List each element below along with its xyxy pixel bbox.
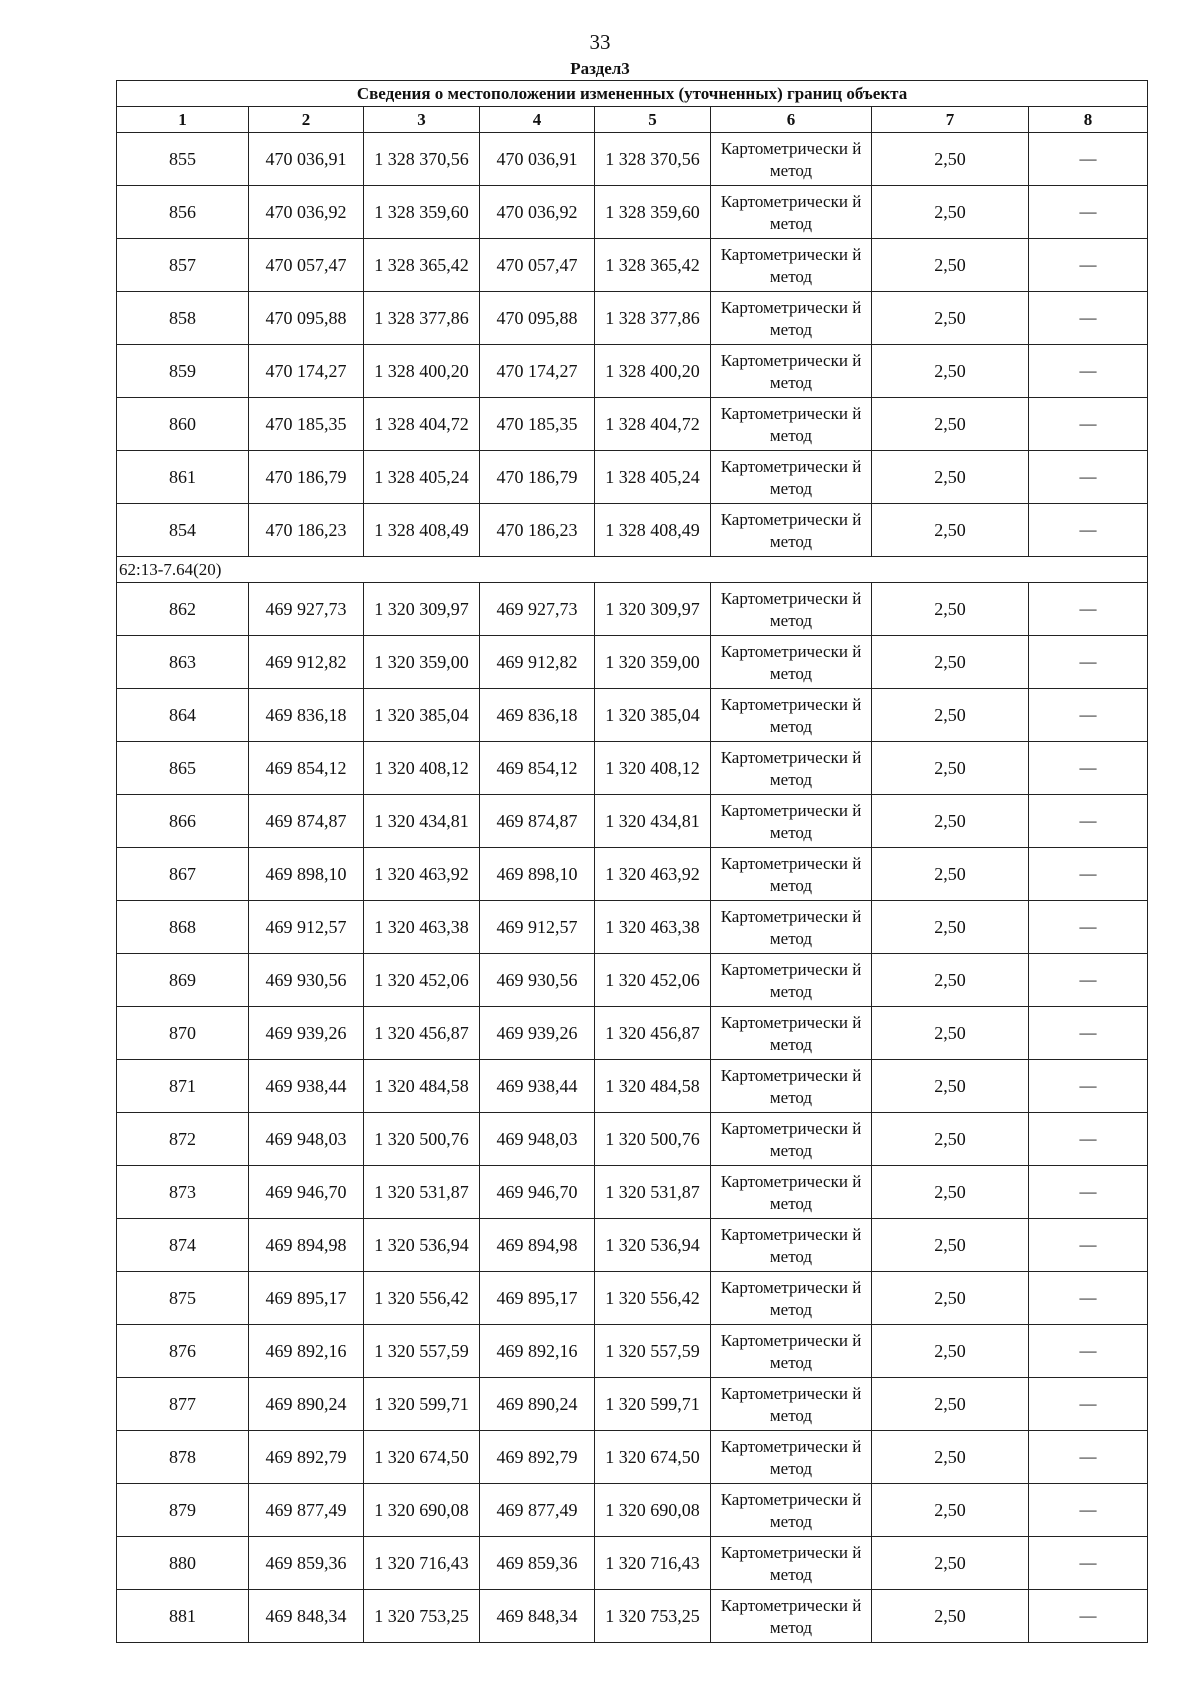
method-cell: Картометрически й метод [711,954,872,1007]
accuracy-cell: 2,50 [872,292,1029,345]
y-old-cell: 1 320 556,42 [364,1272,480,1325]
y-old-cell: 1 320 599,71 [364,1378,480,1431]
accuracy-cell: 2,50 [872,1537,1029,1590]
y-new-cell: 1 328 404,72 [595,398,711,451]
point-number-cell: 871 [117,1060,249,1113]
y-new-cell: 1 320 309,97 [595,583,711,636]
point-number-cell: 870 [117,1007,249,1060]
x-new-cell: 470 174,27 [480,345,595,398]
y-old-cell: 1 320 385,04 [364,689,480,742]
y-new-cell: 1 320 753,25 [595,1590,711,1643]
column-header: 3 [364,107,480,133]
point-number-cell: 863 [117,636,249,689]
column-header: 8 [1029,107,1148,133]
table-row [117,1272,1148,1325]
x-old-cell: 470 057,47 [249,239,364,292]
y-new-cell: 1 320 434,81 [595,795,711,848]
point-number-cell: 873 [117,1166,249,1219]
table-row [117,1219,1148,1272]
accuracy-cell: 2,50 [872,398,1029,451]
y-new-cell: 1 320 500,76 [595,1113,711,1166]
column-header-row [117,107,1148,133]
point-number-cell: 867 [117,848,249,901]
point-number-cell: 878 [117,1431,249,1484]
table-row [117,795,1148,848]
accuracy-cell: 2,50 [872,186,1029,239]
method-cell: Картометрически й метод [711,1537,872,1590]
note-cell: — [1029,345,1148,398]
x-new-cell: 470 057,47 [480,239,595,292]
accuracy-cell: 2,50 [872,1060,1029,1113]
table-row [117,954,1148,1007]
accuracy-cell: 2,50 [872,954,1029,1007]
x-old-cell: 469 836,18 [249,689,364,742]
x-old-cell: 469 912,82 [249,636,364,689]
x-new-cell: 469 939,26 [480,1007,595,1060]
method-cell: Картометрически й метод [711,1007,872,1060]
table-title: Сведения о местоположении измененных (уточненных) границ объекта [117,81,1148,107]
table-row [117,1113,1148,1166]
table-row [117,239,1148,292]
accuracy-cell: 2,50 [872,1484,1029,1537]
point-number-cell: 880 [117,1537,249,1590]
y-new-cell: 1 320 690,08 [595,1484,711,1537]
note-cell: — [1029,504,1148,557]
accuracy-cell: 2,50 [872,1166,1029,1219]
note-cell: — [1029,1484,1148,1537]
point-number-cell: 866 [117,795,249,848]
table-row [117,345,1148,398]
table-title-row [117,81,1148,107]
method-cell: Картометрически й метод [711,345,872,398]
point-number-cell: 864 [117,689,249,742]
y-old-cell: 1 320 674,50 [364,1431,480,1484]
y-old-cell: 1 328 377,86 [364,292,480,345]
y-old-cell: 1 320 456,87 [364,1007,480,1060]
point-number-cell: 869 [117,954,249,1007]
x-old-cell: 470 185,35 [249,398,364,451]
x-new-cell: 469 948,03 [480,1113,595,1166]
x-new-cell: 469 930,56 [480,954,595,1007]
accuracy-cell: 2,50 [872,1378,1029,1431]
point-number-cell: 857 [117,239,249,292]
point-number-cell: 872 [117,1113,249,1166]
y-new-cell: 1 320 556,42 [595,1272,711,1325]
point-number-cell: 858 [117,292,249,345]
y-old-cell: 1 320 500,76 [364,1113,480,1166]
accuracy-cell: 2,50 [872,1431,1029,1484]
y-old-cell: 1 320 716,43 [364,1537,480,1590]
column-header: 2 [249,107,364,133]
boundary-coordinates-table [116,80,1148,1643]
y-new-cell: 1 328 359,60 [595,186,711,239]
column-header: 7 [872,107,1029,133]
note-cell: — [1029,583,1148,636]
method-cell: Картометрически й метод [711,1484,872,1537]
accuracy-cell: 2,50 [872,1113,1029,1166]
x-old-cell: 470 095,88 [249,292,364,345]
point-number-cell: 856 [117,186,249,239]
x-new-cell: 469 938,44 [480,1060,595,1113]
table-row [117,1590,1148,1643]
accuracy-cell: 2,50 [872,795,1029,848]
y-old-cell: 1 328 359,60 [364,186,480,239]
point-number-cell: 859 [117,345,249,398]
accuracy-cell: 2,50 [872,636,1029,689]
point-number-cell: 854 [117,504,249,557]
x-old-cell: 469 895,17 [249,1272,364,1325]
point-number-cell: 861 [117,451,249,504]
note-cell: — [1029,1272,1148,1325]
x-new-cell: 469 854,12 [480,742,595,795]
method-cell: Картометрически й метод [711,504,872,557]
table-row [117,292,1148,345]
accuracy-cell: 2,50 [872,345,1029,398]
y-old-cell: 1 320 434,81 [364,795,480,848]
note-cell: — [1029,689,1148,742]
x-old-cell: 469 859,36 [249,1537,364,1590]
y-new-cell: 1 328 408,49 [595,504,711,557]
method-cell: Картометрически й метод [711,239,872,292]
accuracy-cell: 2,50 [872,1219,1029,1272]
method-cell: Картометрически й метод [711,1113,872,1166]
table-row [117,848,1148,901]
note-cell: — [1029,848,1148,901]
note-cell: — [1029,1431,1148,1484]
accuracy-cell: 2,50 [872,742,1029,795]
accuracy-cell: 2,50 [872,239,1029,292]
x-old-cell: 469 939,26 [249,1007,364,1060]
note-cell: — [1029,795,1148,848]
group-label: 62:13-7.64(20) [117,557,1148,583]
accuracy-cell: 2,50 [872,901,1029,954]
y-old-cell: 1 320 690,08 [364,1484,480,1537]
note-cell: — [1029,1537,1148,1590]
table-row [117,901,1148,954]
method-cell: Картометрически й метод [711,1166,872,1219]
point-number-cell: 877 [117,1378,249,1431]
method-cell: Картометрически й метод [711,1431,872,1484]
y-new-cell: 1 328 405,24 [595,451,711,504]
point-number-cell: 868 [117,901,249,954]
column-header: 1 [117,107,249,133]
y-new-cell: 1 328 377,86 [595,292,711,345]
x-old-cell: 469 848,34 [249,1590,364,1643]
x-old-cell: 469 938,44 [249,1060,364,1113]
x-old-cell: 469 892,79 [249,1431,364,1484]
note-cell: — [1029,292,1148,345]
method-cell: Картометрически й метод [711,1325,872,1378]
point-number-cell: 865 [117,742,249,795]
point-number-cell: 881 [117,1590,249,1643]
method-cell: Картометрически й метод [711,1219,872,1272]
table-row [117,133,1148,186]
x-new-cell: 470 095,88 [480,292,595,345]
table-row [117,583,1148,636]
x-old-cell: 470 186,79 [249,451,364,504]
y-old-cell: 1 328 408,49 [364,504,480,557]
x-old-cell: 469 948,03 [249,1113,364,1166]
method-cell: Картометрически й метод [711,1272,872,1325]
y-old-cell: 1 328 404,72 [364,398,480,451]
y-new-cell: 1 320 674,50 [595,1431,711,1484]
y-old-cell: 1 328 400,20 [364,345,480,398]
x-new-cell: 470 036,92 [480,186,595,239]
y-old-cell: 1 328 405,24 [364,451,480,504]
method-cell: Картометрически й метод [711,133,872,186]
note-cell: — [1029,1590,1148,1643]
method-cell: Картометрически й метод [711,742,872,795]
accuracy-cell: 2,50 [872,689,1029,742]
y-new-cell: 1 320 408,12 [595,742,711,795]
y-old-cell: 1 320 309,97 [364,583,480,636]
accuracy-cell: 2,50 [872,1325,1029,1378]
y-new-cell: 1 328 370,56 [595,133,711,186]
column-header: 4 [480,107,595,133]
x-new-cell: 469 836,18 [480,689,595,742]
y-new-cell: 1 320 463,38 [595,901,711,954]
y-new-cell: 1 320 463,92 [595,848,711,901]
point-number-cell: 875 [117,1272,249,1325]
method-cell: Картометрически й метод [711,1590,872,1643]
table-row [117,451,1148,504]
accuracy-cell: 2,50 [872,1007,1029,1060]
x-old-cell: 469 874,87 [249,795,364,848]
x-new-cell: 470 185,35 [480,398,595,451]
x-new-cell: 469 912,57 [480,901,595,954]
table-row [117,1378,1148,1431]
x-new-cell: 470 186,23 [480,504,595,557]
point-number-cell: 862 [117,583,249,636]
method-cell: Картометрически й метод [711,583,872,636]
accuracy-cell: 2,50 [872,504,1029,557]
method-cell: Картометрически й метод [711,292,872,345]
point-number-cell: 860 [117,398,249,451]
note-cell: — [1029,186,1148,239]
table-row [117,1007,1148,1060]
table-row [117,1060,1148,1113]
note-cell: — [1029,1166,1148,1219]
note-cell: — [1029,1113,1148,1166]
x-new-cell: 469 894,98 [480,1219,595,1272]
x-old-cell: 469 890,24 [249,1378,364,1431]
x-new-cell: 469 927,73 [480,583,595,636]
point-number-cell: 879 [117,1484,249,1537]
x-old-cell: 469 854,12 [249,742,364,795]
note-cell: — [1029,901,1148,954]
y-new-cell: 1 320 557,59 [595,1325,711,1378]
x-new-cell: 470 186,79 [480,451,595,504]
note-cell: — [1029,1060,1148,1113]
x-new-cell: 469 912,82 [480,636,595,689]
table-row [117,186,1148,239]
note-cell: — [1029,636,1148,689]
y-old-cell: 1 320 408,12 [364,742,480,795]
y-old-cell: 1 320 452,06 [364,954,480,1007]
y-new-cell: 1 320 452,06 [595,954,711,1007]
method-cell: Картометрически й метод [711,848,872,901]
y-old-cell: 1 328 365,42 [364,239,480,292]
table-row [117,689,1148,742]
method-cell: Картометрически й метод [711,795,872,848]
method-cell: Картометрически й метод [711,901,872,954]
method-cell: Картометрически й метод [711,1060,872,1113]
y-old-cell: 1 320 463,38 [364,901,480,954]
point-number-cell: 855 [117,133,249,186]
x-new-cell: 469 898,10 [480,848,595,901]
table-row [117,1484,1148,1537]
x-old-cell: 469 946,70 [249,1166,364,1219]
x-old-cell: 469 894,98 [249,1219,364,1272]
x-new-cell: 469 859,36 [480,1537,595,1590]
x-new-cell: 469 874,87 [480,795,595,848]
x-new-cell: 469 877,49 [480,1484,595,1537]
method-cell: Картометрически й метод [711,1378,872,1431]
y-new-cell: 1 320 599,71 [595,1378,711,1431]
note-cell: — [1029,1378,1148,1431]
method-cell: Картометрически й метод [711,451,872,504]
table-row [117,742,1148,795]
column-header: 5 [595,107,711,133]
y-old-cell: 1 320 463,92 [364,848,480,901]
y-old-cell: 1 320 484,58 [364,1060,480,1113]
y-old-cell: 1 328 370,56 [364,133,480,186]
y-old-cell: 1 320 536,94 [364,1219,480,1272]
y-new-cell: 1 320 716,43 [595,1537,711,1590]
x-old-cell: 470 186,23 [249,504,364,557]
table-row [117,1325,1148,1378]
y-old-cell: 1 320 557,59 [364,1325,480,1378]
table-row [117,504,1148,557]
y-old-cell: 1 320 753,25 [364,1590,480,1643]
note-cell: — [1029,1219,1148,1272]
x-old-cell: 470 036,92 [249,186,364,239]
x-new-cell: 470 036,91 [480,133,595,186]
table-row [117,1431,1148,1484]
y-new-cell: 1 320 359,00 [595,636,711,689]
table-row [117,636,1148,689]
y-new-cell: 1 320 456,87 [595,1007,711,1060]
accuracy-cell: 2,50 [872,1590,1029,1643]
note-cell: — [1029,954,1148,1007]
x-old-cell: 469 877,49 [249,1484,364,1537]
note-cell: — [1029,398,1148,451]
x-old-cell: 469 930,56 [249,954,364,1007]
y-new-cell: 1 320 385,04 [595,689,711,742]
table-row [117,398,1148,451]
column-header: 6 [711,107,872,133]
y-new-cell: 1 328 400,20 [595,345,711,398]
accuracy-cell: 2,50 [872,451,1029,504]
accuracy-cell: 2,50 [872,1272,1029,1325]
x-new-cell: 469 890,24 [480,1378,595,1431]
x-old-cell: 469 898,10 [249,848,364,901]
note-cell: — [1029,133,1148,186]
point-number-cell: 874 [117,1219,249,1272]
x-new-cell: 469 892,79 [480,1431,595,1484]
note-cell: — [1029,742,1148,795]
section-title: Раздел3 [570,59,630,78]
table-body [117,81,1148,1643]
y-new-cell: 1 328 365,42 [595,239,711,292]
accuracy-cell: 2,50 [872,848,1029,901]
point-number-cell: 876 [117,1325,249,1378]
y-new-cell: 1 320 484,58 [595,1060,711,1113]
x-old-cell: 469 892,16 [249,1325,364,1378]
method-cell: Картометрически й метод [711,186,872,239]
note-cell: — [1029,1007,1148,1060]
y-old-cell: 1 320 359,00 [364,636,480,689]
table-row [117,1537,1148,1590]
x-new-cell: 469 895,17 [480,1272,595,1325]
x-old-cell: 470 036,91 [249,133,364,186]
method-cell: Картометрически й метод [711,689,872,742]
method-cell: Картометрически й метод [711,636,872,689]
x-new-cell: 469 892,16 [480,1325,595,1378]
note-cell: — [1029,1325,1148,1378]
accuracy-cell: 2,50 [872,583,1029,636]
x-old-cell: 469 912,57 [249,901,364,954]
x-old-cell: 469 927,73 [249,583,364,636]
note-cell: — [1029,239,1148,292]
accuracy-cell: 2,50 [872,133,1029,186]
x-new-cell: 469 848,34 [480,1590,595,1643]
y-old-cell: 1 320 531,87 [364,1166,480,1219]
x-old-cell: 470 174,27 [249,345,364,398]
y-new-cell: 1 320 536,94 [595,1219,711,1272]
table-row [117,1166,1148,1219]
x-new-cell: 469 946,70 [480,1166,595,1219]
group-header-row [117,557,1148,583]
page-number: 33 [589,30,611,54]
method-cell: Картометрически й метод [711,398,872,451]
note-cell: — [1029,451,1148,504]
y-new-cell: 1 320 531,87 [595,1166,711,1219]
